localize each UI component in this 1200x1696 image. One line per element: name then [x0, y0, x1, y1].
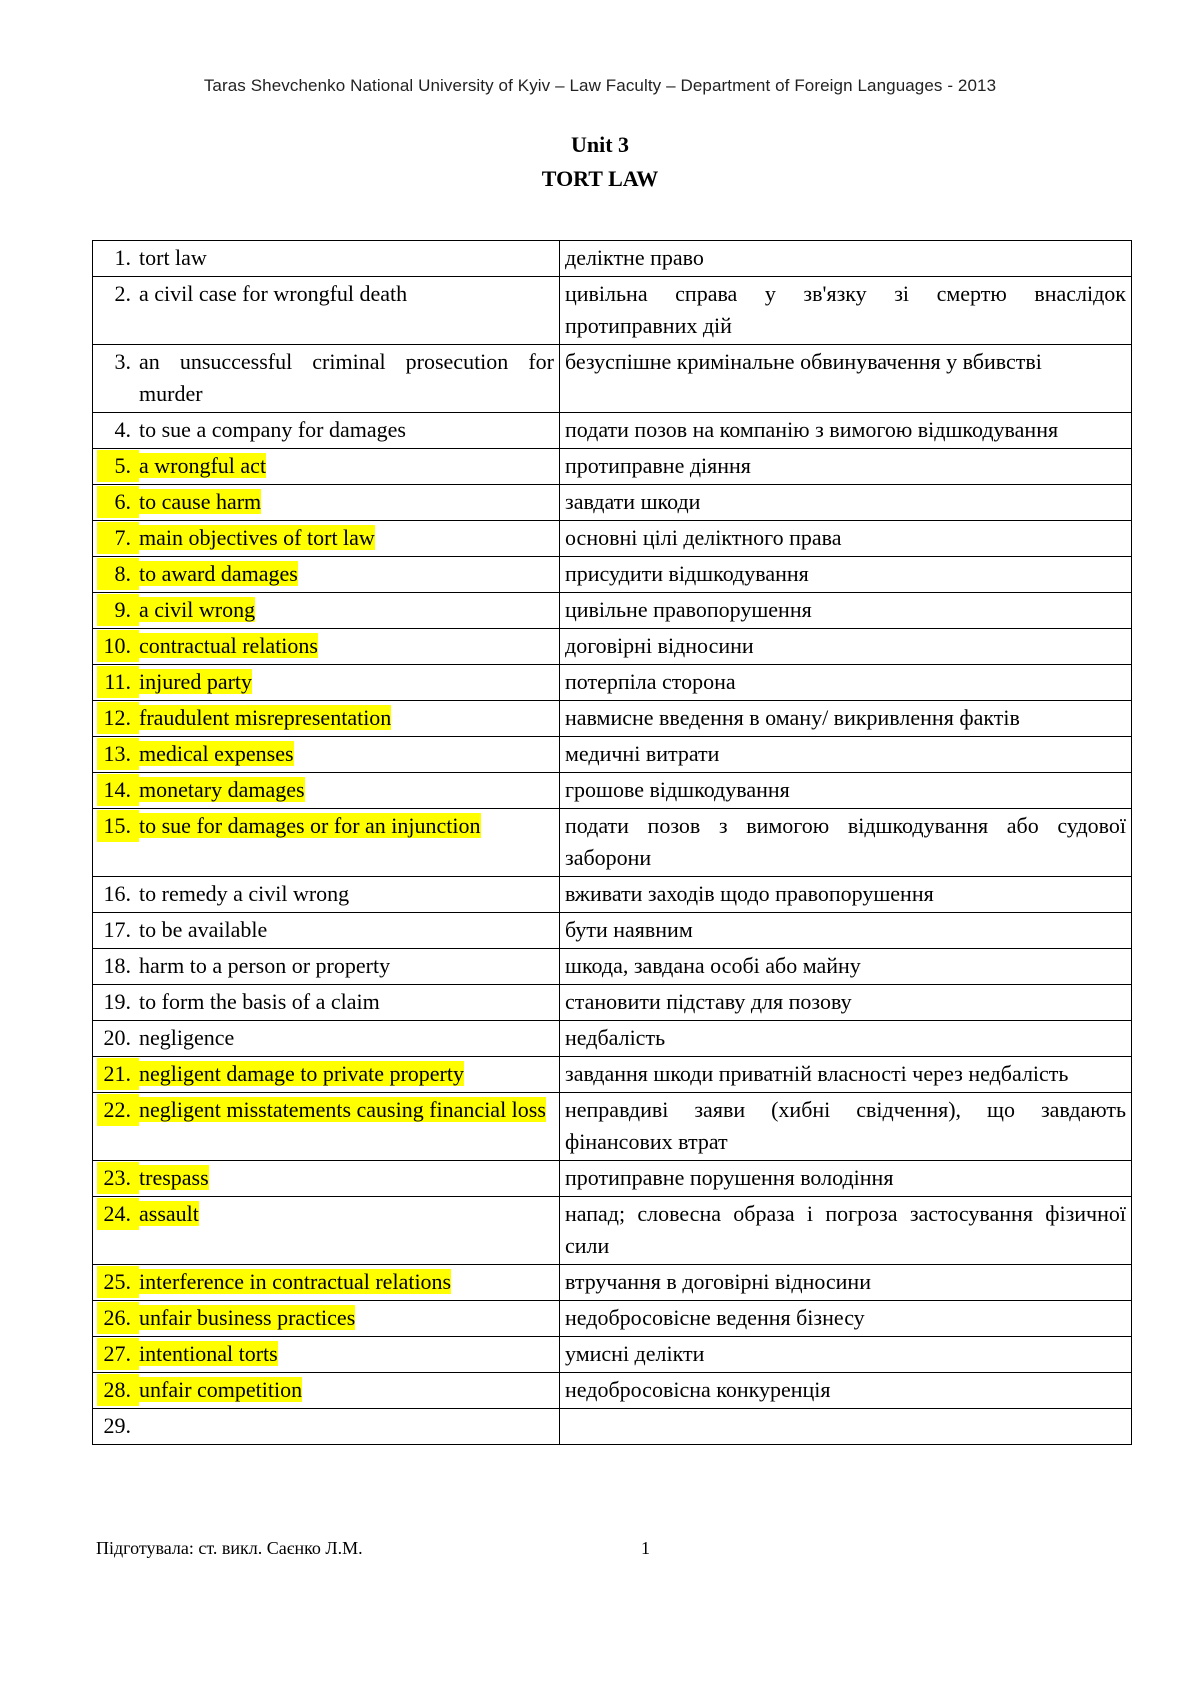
- term-ukrainian: шкода, завдана особі або майну: [560, 949, 1132, 985]
- term-english: [93, 737, 560, 773]
- term-ukrainian: грошове відшкодування: [560, 773, 1132, 809]
- term-english: [93, 593, 560, 629]
- term-text: contractual relations: [139, 633, 318, 658]
- term-number: 5.: [97, 450, 139, 482]
- table-row: [93, 1161, 1132, 1197]
- term-text: intentional torts: [139, 1341, 278, 1366]
- term-english: [93, 241, 560, 277]
- term-ukrainian: безуспішне кримінальне обвинувачення у вбивстві: [560, 345, 1132, 413]
- table-row: [93, 1057, 1132, 1093]
- term-text: fraudulent misrepresentation: [139, 705, 392, 730]
- term-ukrainian: протиправне діяння: [560, 449, 1132, 485]
- term-number: 23.: [97, 1162, 139, 1194]
- term-number: 8.: [97, 558, 139, 590]
- term-text: a civil case for wrongful death: [139, 281, 408, 306]
- term-text: trespass: [139, 1165, 209, 1190]
- term-english: [93, 413, 560, 449]
- term-ukrainian: напад; словесна образа і погроза застосування фізичної сили: [560, 1197, 1132, 1265]
- term-english: [93, 773, 560, 809]
- term-english: [93, 1197, 560, 1265]
- term-number: 14.: [97, 774, 139, 806]
- table-row: [93, 413, 1132, 449]
- term-ukrainian: подати позов на компанію з вимогою відшкодування: [560, 413, 1132, 449]
- table-row: [93, 241, 1132, 277]
- table-row: [93, 877, 1132, 913]
- term-number: 16.: [103, 881, 131, 906]
- term-ukrainian: втручання в договірні відносини: [560, 1265, 1132, 1301]
- term-text: medical expenses: [139, 741, 294, 766]
- running-header: Taras Shevchenko National University of Kyiv – Law Faculty – Department of Foreign Languages - 2013: [203, 76, 997, 95]
- term-english: [93, 1373, 560, 1409]
- term-text: to sue for damages or for an injunction: [139, 813, 481, 838]
- table-row: [93, 629, 1132, 665]
- term-ukrainian: бути наявним: [560, 913, 1132, 949]
- term-ukrainian: цивільне правопорушення: [560, 593, 1132, 629]
- term-ukrainian: основні цілі деліктного права: [560, 521, 1132, 557]
- term-text: unfair competition: [139, 1377, 303, 1402]
- term-english: [93, 949, 560, 985]
- term-text: to remedy a civil wrong: [139, 881, 350, 906]
- term-number: 26.: [97, 1302, 139, 1334]
- term-text: to be available: [139, 917, 268, 942]
- term-text: monetary damages: [139, 777, 305, 802]
- term-english: [93, 1301, 560, 1337]
- term-text: tort law: [139, 245, 207, 270]
- term-number: 12.: [97, 702, 139, 734]
- table-row: [93, 985, 1132, 1021]
- term-number: 3.: [114, 349, 131, 374]
- term-text: to form the basis of a claim: [139, 989, 380, 1014]
- term-text: an unsuccessful criminal prosecution for murder: [139, 349, 554, 406]
- term-ukrainian: протиправне порушення володіння: [560, 1161, 1132, 1197]
- table-row: [93, 665, 1132, 701]
- term-text: assault: [139, 1201, 199, 1226]
- term-ukrainian: договірні відносини: [560, 629, 1132, 665]
- term-english: [93, 1021, 560, 1057]
- table-row: [93, 485, 1132, 521]
- term-text: negligence: [139, 1025, 235, 1050]
- table-row: [93, 1337, 1132, 1373]
- term-english: [93, 1409, 560, 1445]
- term-english: [93, 485, 560, 521]
- term-english: [93, 913, 560, 949]
- term-english: [93, 1265, 560, 1301]
- term-ukrainian: [560, 1409, 1132, 1445]
- term-text: interference in contractual relations: [139, 1269, 452, 1294]
- term-ukrainian: умисні делікти: [560, 1337, 1132, 1373]
- term-number: 29.: [103, 1413, 131, 1438]
- table-row: [93, 593, 1132, 629]
- table-row: [93, 913, 1132, 949]
- term-english: [93, 1057, 560, 1093]
- term-number: 2.: [114, 281, 131, 306]
- term-text: to award damages: [139, 561, 298, 586]
- term-english: [93, 701, 560, 737]
- term-ukrainian: медичні витрати: [560, 737, 1132, 773]
- term-number: 17.: [103, 917, 131, 942]
- term-ukrainian: вживати заходів щодо правопорушення: [560, 877, 1132, 913]
- term-text: negligent damage to private property: [139, 1061, 464, 1086]
- term-ukrainian: недбалість: [560, 1021, 1132, 1057]
- vocabulary-table-body: [93, 241, 1132, 1445]
- term-number: 24.: [97, 1198, 139, 1230]
- term-number: 20.: [103, 1025, 131, 1050]
- term-number: 1.: [114, 245, 131, 270]
- unit-number: Unit 3: [570, 132, 630, 157]
- term-text: unfair business practices: [139, 1305, 356, 1330]
- table-row: [93, 1093, 1132, 1161]
- term-english: [93, 629, 560, 665]
- term-english: [93, 557, 560, 593]
- table-row: [93, 557, 1132, 593]
- table-row: [93, 737, 1132, 773]
- term-number: 11.: [97, 666, 139, 698]
- term-number: 22.: [97, 1094, 139, 1126]
- term-number: 27.: [97, 1338, 139, 1370]
- term-number: 15.: [97, 810, 139, 842]
- term-text: to cause harm: [139, 489, 262, 514]
- term-english: [93, 521, 560, 557]
- table-row: [93, 809, 1132, 877]
- term-text: harm to a person or property: [139, 953, 391, 978]
- term-ukrainian: цивільна справа у зв'язку зі смертю внаслідок протиправних дій: [560, 277, 1132, 345]
- term-ukrainian: становити підставу для позову: [560, 985, 1132, 1021]
- vocabulary-table: [92, 240, 1132, 1445]
- term-english: [93, 449, 560, 485]
- term-number: 9.: [97, 594, 139, 626]
- term-english: [93, 1093, 560, 1161]
- table-row: [93, 1265, 1132, 1301]
- term-number: 13.: [97, 738, 139, 770]
- term-ukrainian: недобросовісне ведення бізнесу: [560, 1301, 1132, 1337]
- term-english: [93, 809, 560, 877]
- term-english: [93, 665, 560, 701]
- term-text: injured party: [139, 669, 253, 694]
- table-row: [93, 1301, 1132, 1337]
- term-number: 21.: [97, 1058, 139, 1090]
- table-row: [93, 1373, 1132, 1409]
- term-ukrainian: завдання шкоди приватній власності через недбалість: [560, 1057, 1132, 1093]
- term-text: main objectives of tort law: [139, 525, 375, 550]
- table-row: [93, 521, 1132, 557]
- term-ukrainian: завдати шкоди: [560, 485, 1132, 521]
- term-ukrainian: присудити відшкодування: [560, 557, 1132, 593]
- table-row: [93, 1409, 1132, 1445]
- table-row: [93, 1021, 1132, 1057]
- term-ukrainian: деліктне право: [560, 241, 1132, 277]
- table-row: [93, 1197, 1132, 1265]
- term-ukrainian: неправдиві заяви (хибні свідчення), що завдають фінансових втрат: [560, 1093, 1132, 1161]
- term-number: 7.: [97, 522, 139, 554]
- term-english: [93, 1337, 560, 1373]
- term-text: to sue a company for damages: [139, 417, 406, 442]
- table-row: [93, 949, 1132, 985]
- table-row: [93, 345, 1132, 413]
- term-ukrainian: недобросовісна конкуренція: [560, 1373, 1132, 1409]
- term-number: 19.: [103, 989, 131, 1014]
- term-number: 25.: [97, 1266, 139, 1298]
- table-row: [93, 773, 1132, 809]
- term-english: [93, 877, 560, 913]
- term-number: 18.: [103, 953, 131, 978]
- unit-topic: TORT LAW: [541, 166, 659, 191]
- footer-prepared-by: Підготувала: ст. викл. Саєнко Л.М.: [96, 1538, 363, 1558]
- term-english: [93, 345, 560, 413]
- term-number: 6.: [97, 486, 139, 518]
- term-english: [93, 277, 560, 345]
- term-number: 10.: [97, 630, 139, 662]
- term-english: [93, 985, 560, 1021]
- term-ukrainian: потерпіла сторона: [560, 665, 1132, 701]
- table-row: [93, 701, 1132, 737]
- term-english: [93, 1161, 560, 1197]
- document-title: [0, 128, 1200, 196]
- term-ukrainian: подати позов з вимогою відшкодування або судової заборони: [560, 809, 1132, 877]
- term-ukrainian: навмисне введення в оману/ викривлення фактів: [560, 701, 1132, 737]
- table-row: [93, 277, 1132, 345]
- term-text: a wrongful act: [139, 453, 267, 478]
- term-text: a civil wrong: [139, 597, 256, 622]
- term-text: negligent misstatements causing financial loss: [139, 1097, 546, 1122]
- term-number: 28.: [97, 1374, 139, 1406]
- table-row: [93, 449, 1132, 485]
- footer-page-number: 1: [641, 1538, 650, 1558]
- term-number: 4.: [114, 417, 131, 442]
